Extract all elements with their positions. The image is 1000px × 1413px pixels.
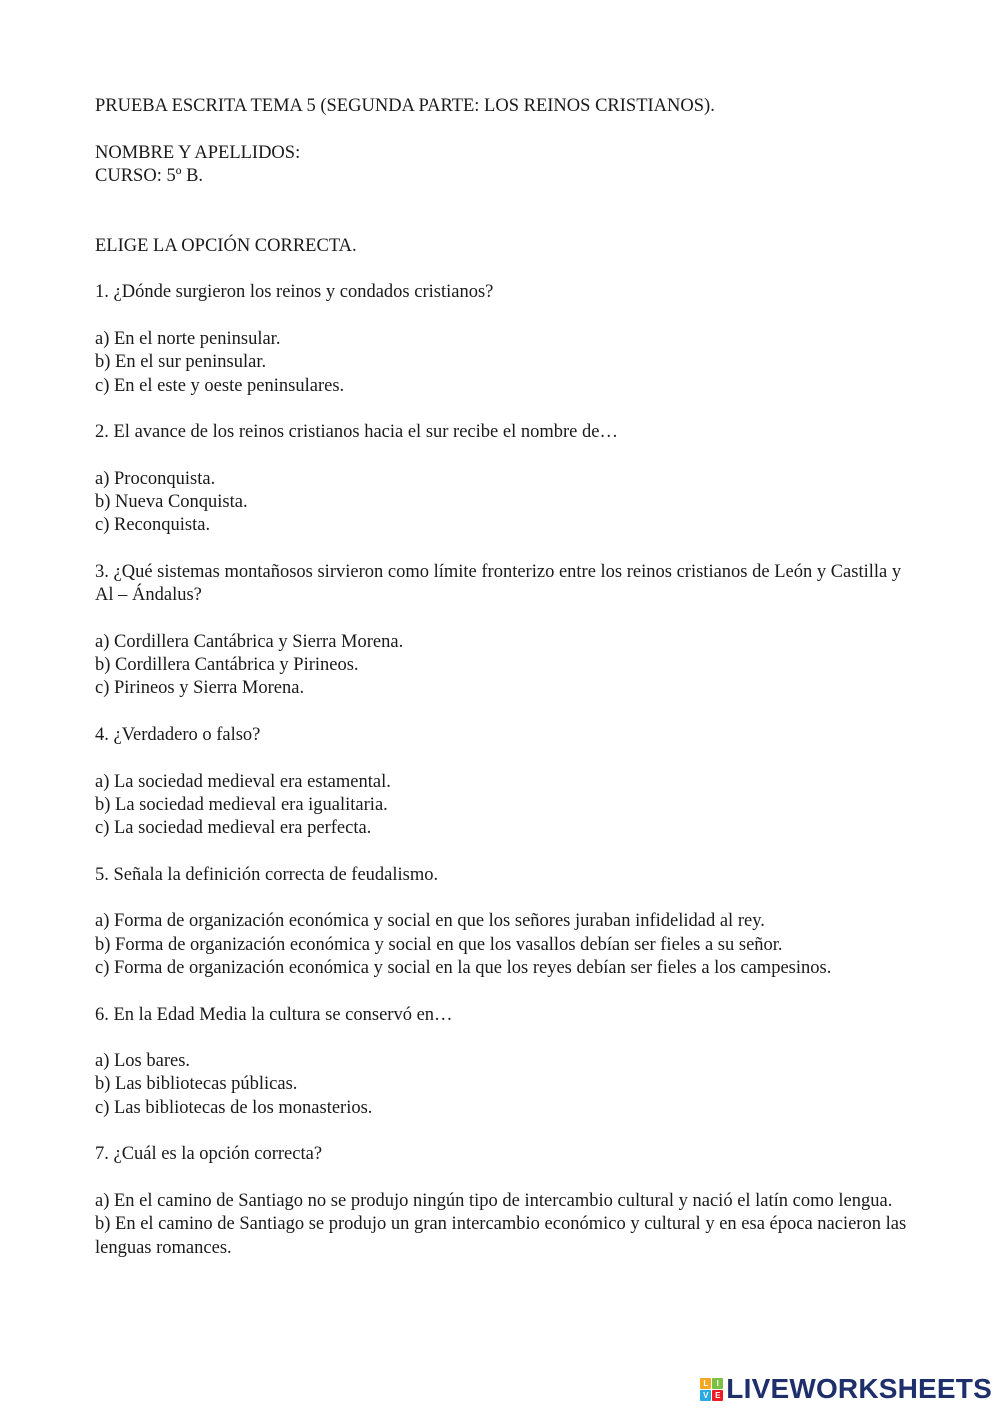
- question-1: [95, 281, 915, 397]
- course-label: CURSO: 5º B.: [95, 165, 204, 186]
- logo-mark-letter: L: [700, 1378, 711, 1389]
- answer-option[interactable]: c) La sociedad medieval era perfecta.: [95, 818, 372, 839]
- answer-option[interactable]: a) La sociedad medieval era estamental.: [95, 771, 391, 792]
- question-prompt: 3. ¿Qué sistemas montañosos sirvieron como límite fronterizo entre los reinos cristianos de León y Castilla y Al – Ándalus?: [95, 561, 905, 606]
- answer-option[interactable]: b) En el sur peninsular.: [95, 352, 267, 373]
- instructions: ELIGE LA OPCIÓN CORRECTA.: [95, 235, 357, 256]
- question-prompt: 1. ¿Dónde surgieron los reinos y condados cristianos?: [95, 282, 494, 303]
- logo-text: LIVEWORKSHEETS: [726, 1373, 992, 1404]
- logo-mark-letter: E: [712, 1390, 723, 1401]
- question-prompt: 6. En la Edad Media la cultura se conservó en…: [95, 1004, 453, 1025]
- question-2: [95, 421, 915, 537]
- answer-option[interactable]: b) Cordillera Cantábrica y Pirineos.: [95, 655, 359, 676]
- answer-option[interactable]: b) Nueva Conquista.: [95, 492, 248, 513]
- question-prompt: 2. El avance de los reinos cristianos hacia el sur recibe el nombre de…: [95, 422, 618, 443]
- liveworksheets-logo[interactable]: [700, 1373, 992, 1405]
- question-prompt: 7. ¿Cuál es la opción correcta?: [95, 1144, 323, 1165]
- logo-mark-letter: I: [712, 1378, 723, 1389]
- question-prompt: 4. ¿Verdadero o falso?: [95, 725, 261, 746]
- answer-option[interactable]: b) Las bibliotecas públicas.: [95, 1074, 298, 1095]
- answer-option[interactable]: c) En el este y oeste peninsulares.: [95, 375, 345, 396]
- liveworksheets-mark-icon: [700, 1378, 723, 1401]
- answer-option[interactable]: a) Forma de organización económica y social en que los señores juraban infidelidad al rey.: [95, 911, 765, 932]
- logo-mark-letter: V: [700, 1390, 711, 1401]
- answer-option[interactable]: c) Pirineos y Sierra Morena.: [95, 678, 305, 699]
- worksheet-page: [95, 95, 915, 1260]
- question-7: [95, 1143, 915, 1259]
- answer-option[interactable]: b) La sociedad medieval era igualitaria.: [95, 794, 388, 815]
- answer-option[interactable]: a) Los bares.: [95, 1051, 191, 1072]
- answer-option[interactable]: c) Las bibliotecas de los monasterios.: [95, 1097, 373, 1118]
- answer-option[interactable]: a) En el camino de Santiago no se produjo ningún tipo de intercambio cultural y nació el latín como lengua.: [95, 1190, 893, 1211]
- answer-option[interactable]: a) Proconquista.: [95, 468, 216, 489]
- question-4: [95, 724, 915, 840]
- answer-option[interactable]: c) Reconquista.: [95, 515, 211, 536]
- answer-option[interactable]: c) Forma de organización económica y social en la que los reyes debían ser fieles a los campesinos.: [95, 957, 832, 978]
- worksheet-title: PRUEBA ESCRITA TEMA 5 (SEGUNDA PARTE: LOS REINOS CRISTIANOS).: [95, 96, 715, 116]
- question-3: [95, 561, 915, 701]
- answer-option[interactable]: a) Cordillera Cantábrica y Sierra Morena.: [95, 631, 404, 652]
- question-5: [95, 864, 915, 980]
- question-6: [95, 1004, 915, 1120]
- name-label: NOMBRE Y APELLIDOS:: [95, 142, 301, 163]
- answer-option[interactable]: a) En el norte peninsular.: [95, 328, 281, 349]
- answer-option[interactable]: b) Forma de organización económica y social en que los vasallos debían ser fieles a su señor.: [95, 934, 783, 955]
- answer-option[interactable]: b) En el camino de Santiago se produjo un gran intercambio económico y cultural y en esa época nacieron las lenguas romances.: [95, 1214, 911, 1258]
- question-prompt: 5. Señala la definición correcta de feudalismo.: [95, 864, 439, 885]
